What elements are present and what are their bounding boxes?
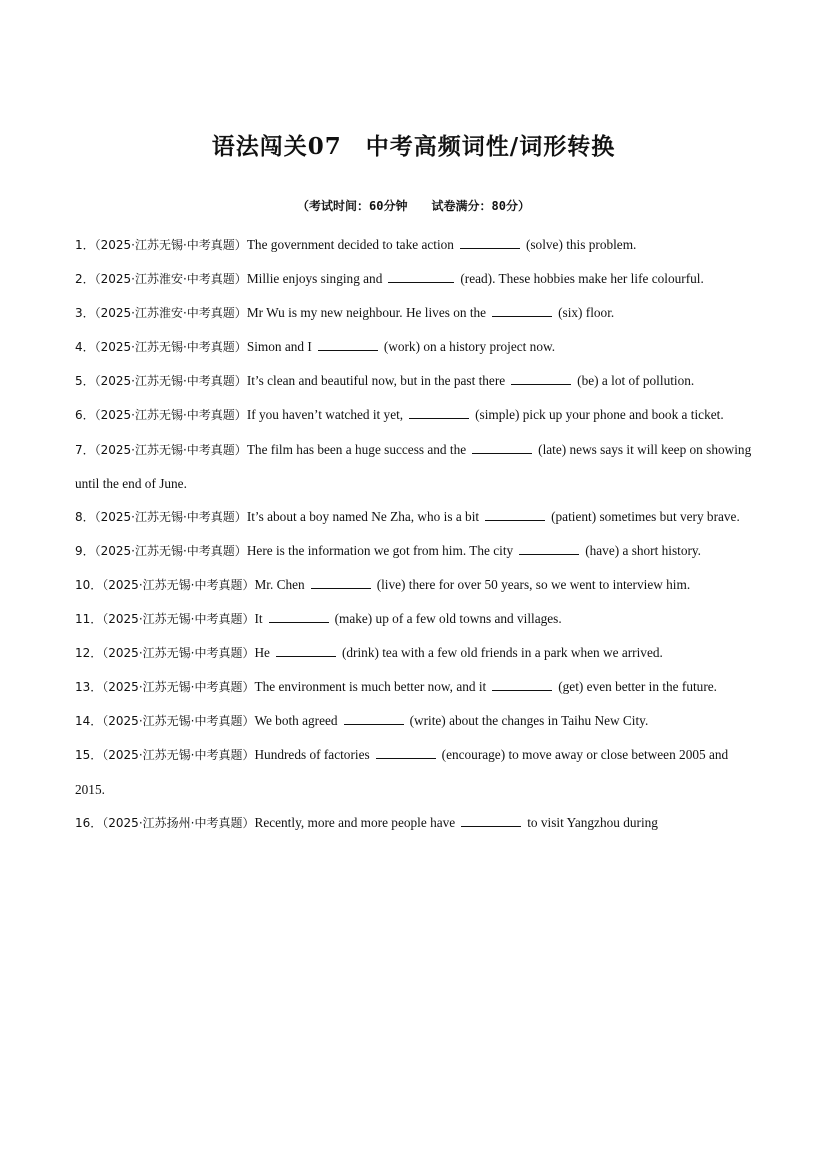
question-text-after: (have) a short history.	[585, 542, 702, 558]
question-number: 4．	[75, 340, 95, 355]
question-text-after: (write) about the changes in Taihu New City.	[409, 713, 649, 729]
question-source: （2025·江苏扬州·中考真题）	[102, 815, 255, 830]
question-number: 12．	[75, 646, 103, 661]
question-text-after: (simple) pick up your phone and book a ticket.	[475, 407, 724, 423]
answer-blank[interactable]	[388, 270, 454, 283]
question-text-after: (drink) tea with a few old friends in a park when we arrived.	[341, 645, 663, 661]
question-3	[75, 296, 755, 330]
question-text-after: (get) even better in the future.	[558, 679, 717, 695]
question-text-before: The film has been a huge success and the	[246, 441, 467, 457]
question-list	[75, 228, 755, 840]
answer-blank[interactable]	[511, 372, 571, 385]
question-source: （2025·江苏无锡·中考真题）	[94, 442, 247, 457]
question-text-after: (solve) this problem.	[525, 237, 637, 252]
question-source: （2025·江苏无锡·中考真题）	[94, 509, 247, 524]
question-text-after: (six) floor.	[558, 305, 615, 321]
question-number: 15．	[75, 748, 103, 763]
question-text-before: Millie enjoys singing and	[246, 271, 383, 287]
answer-blank[interactable]	[492, 678, 552, 691]
question-text-after: (live) there for over 50 years, so we went to interview him.	[376, 576, 691, 592]
question-16	[75, 806, 755, 840]
question-source: （2025·江苏无锡·中考真题）	[94, 543, 247, 558]
answer-blank[interactable]	[376, 746, 436, 759]
question-number: 10．	[75, 577, 103, 592]
question-text-before: It’s clean and beautiful now, but in the past there	[246, 373, 506, 389]
question-number: 6．	[75, 408, 95, 423]
answer-blank[interactable]	[460, 236, 520, 249]
answer-blank[interactable]	[409, 406, 469, 419]
question-10	[75, 568, 755, 602]
question-14	[75, 704, 755, 738]
question-13	[75, 670, 755, 704]
question-text-after: (encourage) to move away or close between 2005 and 2015.	[75, 747, 729, 797]
question-source: （2025·江苏无锡·中考真题）	[102, 748, 255, 763]
question-source: （2025·江苏无锡·中考真题）	[102, 714, 255, 729]
question-6	[75, 398, 755, 432]
question-number: 14．	[75, 714, 103, 729]
question-text-after: (late) news says it will keep on showing until the end of June.	[75, 441, 752, 491]
answer-blank[interactable]	[344, 712, 404, 725]
question-text-after: (patient) sometimes but very brave.	[551, 508, 740, 524]
answer-blank[interactable]	[519, 542, 579, 555]
question-text-before: Mr. Chen	[254, 576, 305, 592]
question-text-before: It	[254, 611, 263, 627]
question-text-after: (be) a lot of pollution.	[577, 373, 695, 389]
question-source: （2025·江苏无锡·中考真题）	[94, 238, 247, 252]
question-source: （2025·江苏无锡·中考真题）	[102, 577, 255, 592]
question-text-before: We both agreed	[254, 713, 338, 729]
question-source: （2025·江苏淮安·中考真题）	[94, 306, 247, 321]
question-text-before: He	[254, 645, 270, 661]
question-text-before: It’s about a boy named Ne Zha, who is a bit	[246, 508, 480, 524]
question-source: （2025·江苏无锡·中考真题）	[102, 612, 255, 627]
answer-blank[interactable]	[472, 441, 532, 454]
question-number: 9．	[75, 543, 95, 558]
question-5	[75, 364, 755, 398]
answer-blank[interactable]	[492, 304, 552, 317]
question-number: 16．	[75, 815, 103, 830]
answer-blank[interactable]	[311, 576, 371, 589]
question-8	[75, 500, 755, 534]
question-number: 1．	[75, 238, 95, 252]
answer-blank[interactable]	[269, 610, 329, 623]
question-text-before: Here is the information we got from him. The city	[246, 542, 514, 558]
question-number: 2．	[75, 272, 95, 287]
question-source: （2025·江苏无锡·中考真题）	[102, 680, 255, 695]
question-text-before: The government decided to take action	[246, 237, 454, 252]
question-text-after: to visit Yangzhou during	[527, 814, 658, 830]
question-12	[75, 636, 755, 670]
question-number: 7．	[75, 442, 95, 457]
page-title: 语法闯关07 中考高频词性/词形转换	[211, 133, 616, 160]
question-source: （2025·江苏无锡·中考真题）	[102, 646, 255, 661]
question-text-before: The environment is much better now, and it	[254, 679, 487, 695]
exam-info: （考试时间：60分钟 试卷满分：80分）	[297, 199, 530, 213]
question-source: （2025·江苏淮安·中考真题）	[94, 272, 247, 287]
answer-blank[interactable]	[485, 508, 545, 521]
question-number: 13．	[75, 680, 103, 695]
answer-blank[interactable]	[276, 644, 336, 657]
question-number: 11．	[75, 612, 103, 627]
question-number: 8．	[75, 509, 95, 524]
question-15	[75, 738, 755, 805]
question-text-after: (work) on a history project now.	[383, 339, 556, 355]
question-text-before: Recently, more and more people have	[254, 814, 456, 830]
answer-blank[interactable]	[461, 814, 521, 827]
question-1	[75, 228, 755, 262]
question-text-after: (read). These hobbies make her life colourful.	[460, 271, 704, 287]
question-text-before: Mr Wu is my new neighbour. He lives on the	[246, 305, 487, 321]
question-number: 3．	[75, 306, 95, 321]
question-source: （2025·江苏无锡·中考真题）	[94, 374, 247, 389]
question-text-after: (make) up of a few old towns and villages.	[334, 611, 562, 627]
question-source: （2025·江苏无锡·中考真题）	[94, 408, 247, 423]
question-number: 5．	[75, 374, 95, 389]
question-7	[75, 433, 755, 500]
question-text-before: If you haven’t watched it yet,	[246, 407, 404, 423]
question-4	[75, 330, 755, 364]
question-11	[75, 602, 755, 636]
question-text-before: Simon and I	[246, 339, 312, 355]
question-text-before: Hundreds of factories	[254, 747, 370, 763]
question-2	[75, 262, 755, 296]
question-9	[75, 534, 755, 568]
answer-blank[interactable]	[318, 338, 378, 351]
question-source: （2025·江苏无锡·中考真题）	[94, 340, 247, 355]
